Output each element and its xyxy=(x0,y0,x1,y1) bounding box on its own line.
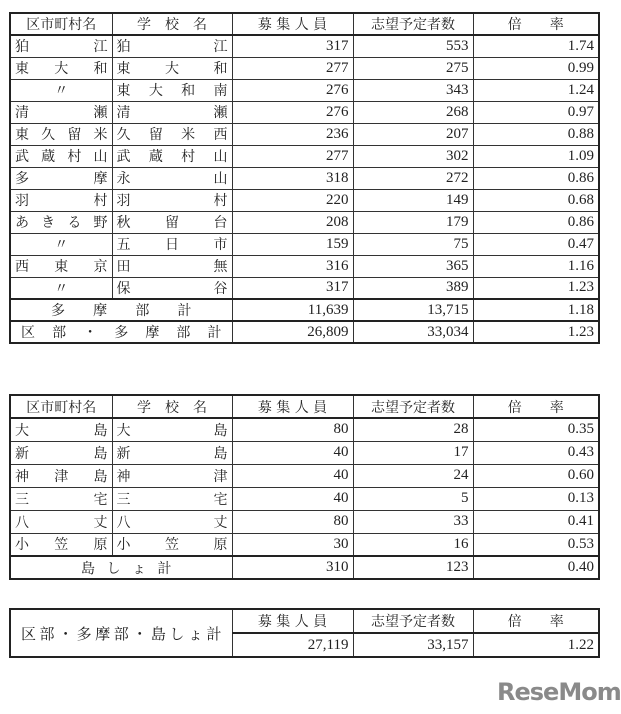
municipality-cell: 武蔵村山 xyxy=(10,145,112,167)
header-applicants: 志望予定者数 xyxy=(353,609,473,633)
ratio-cell: 1.09 xyxy=(473,145,599,167)
applicants-cell: 275 xyxy=(353,57,473,79)
ratio-cell: 0.53 xyxy=(473,533,599,556)
grand-total-capacity: 27,119 xyxy=(232,633,353,657)
tama-table xyxy=(9,12,600,344)
total-capacity: 26,809 xyxy=(232,321,353,343)
total-row xyxy=(10,299,599,321)
municipality-cell: 〃 xyxy=(10,79,112,101)
header-municipality: 区市町村名 xyxy=(10,13,112,35)
applicants-cell: 33 xyxy=(353,510,473,533)
total-capacity: 310 xyxy=(232,556,353,579)
total-row xyxy=(10,321,599,343)
municipality-cell: 東 大 和 xyxy=(10,57,112,79)
ratio-cell: 0.99 xyxy=(473,57,599,79)
capacity-cell: 277 xyxy=(232,145,353,167)
capacity-cell: 80 xyxy=(232,510,353,533)
header-ratio: 倍 率 xyxy=(473,609,599,633)
header-municipality: 区市町村名 xyxy=(10,395,112,418)
applicants-cell: 75 xyxy=(353,233,473,255)
header-school: 学 校 名 xyxy=(112,395,232,418)
ratio-cell: 1.74 xyxy=(473,35,599,57)
municipality-cell: 清 瀬 xyxy=(10,101,112,123)
school-cell: 八 丈 xyxy=(112,510,232,533)
school-cell: 久 留 米 西 xyxy=(112,123,232,145)
header-applicants: 志望予定者数 xyxy=(353,13,473,35)
capacity-cell: 277 xyxy=(232,57,353,79)
capacity-cell: 236 xyxy=(232,123,353,145)
total-applicants: 123 xyxy=(353,556,473,579)
ratio-cell: 0.97 xyxy=(473,101,599,123)
total-label: 区 部 ・ 多 摩 部 計 xyxy=(10,321,232,343)
header-capacity: 募 集 人 員 xyxy=(232,609,353,633)
ratio-cell: 0.47 xyxy=(473,233,599,255)
ratio-cell: 0.60 xyxy=(473,464,599,487)
total-applicants: 13,715 xyxy=(353,299,473,321)
table-row xyxy=(10,533,599,556)
table-row xyxy=(10,441,599,464)
capacity-cell: 276 xyxy=(232,79,353,101)
applicants-cell: 272 xyxy=(353,167,473,189)
school-cell: 東 大 和 南 xyxy=(112,79,232,101)
header-row xyxy=(10,13,599,35)
capacity-cell: 316 xyxy=(232,255,353,277)
applicants-cell: 207 xyxy=(353,123,473,145)
ratio-cell: 0.43 xyxy=(473,441,599,464)
table-row xyxy=(10,79,599,101)
school-cell: 小 笠 原 xyxy=(112,533,232,556)
capacity-cell: 317 xyxy=(232,35,353,57)
header-applicants: 志望予定者数 xyxy=(353,395,473,418)
capacity-cell: 30 xyxy=(232,533,353,556)
municipality-cell: 〃 xyxy=(10,233,112,255)
school-cell: 武 蔵 村 山 xyxy=(112,145,232,167)
capacity-cell: 40 xyxy=(232,464,353,487)
total-label: 多 摩 部 計 xyxy=(10,299,232,321)
resemom-logo: ReseMom xyxy=(497,678,621,706)
school-cell: 三 宅 xyxy=(112,487,232,510)
school-cell: 神 津 xyxy=(112,464,232,487)
ratio-cell: 0.88 xyxy=(473,123,599,145)
municipality-cell: 大 島 xyxy=(10,418,112,441)
table-row xyxy=(10,233,599,255)
municipality-cell: 神 津 島 xyxy=(10,464,112,487)
header-row xyxy=(10,395,599,418)
total-label: 島 し ょ 計 xyxy=(10,556,232,579)
ratio-cell: 0.86 xyxy=(473,167,599,189)
table-row xyxy=(10,35,599,57)
municipality-cell: 羽 村 xyxy=(10,189,112,211)
capacity-cell: 80 xyxy=(232,418,353,441)
applicants-cell: 24 xyxy=(353,464,473,487)
municipality-cell: 三 宅 xyxy=(10,487,112,510)
ratio-cell: 0.35 xyxy=(473,418,599,441)
applicants-cell: 28 xyxy=(353,418,473,441)
applicants-cell: 365 xyxy=(353,255,473,277)
municipality-cell: 東久留米 xyxy=(10,123,112,145)
school-cell: 狛 江 xyxy=(112,35,232,57)
grand-total-ratio: 1.22 xyxy=(473,633,599,657)
municipality-cell: 八 丈 xyxy=(10,510,112,533)
school-cell: 田 無 xyxy=(112,255,232,277)
grand-total-table xyxy=(9,608,600,658)
applicants-cell: 553 xyxy=(353,35,473,57)
table-row xyxy=(10,418,599,441)
table-row xyxy=(10,189,599,211)
header-ratio: 倍 率 xyxy=(473,395,599,418)
capacity-cell: 318 xyxy=(232,167,353,189)
capacity-cell: 40 xyxy=(232,487,353,510)
municipality-cell: 小 笠 原 xyxy=(10,533,112,556)
table-row xyxy=(10,57,599,79)
school-cell: 保 谷 xyxy=(112,277,232,299)
table-row xyxy=(10,211,599,233)
table-row xyxy=(10,123,599,145)
school-cell: 永 山 xyxy=(112,167,232,189)
total-ratio: 0.40 xyxy=(473,556,599,579)
capacity-cell: 317 xyxy=(232,277,353,299)
ratio-cell: 1.24 xyxy=(473,79,599,101)
capacity-cell: 276 xyxy=(232,101,353,123)
school-cell: 羽 村 xyxy=(112,189,232,211)
header-ratio: 倍 率 xyxy=(473,13,599,35)
table-row xyxy=(10,277,599,299)
total-ratio: 1.23 xyxy=(473,321,599,343)
ratio-cell: 0.68 xyxy=(473,189,599,211)
school-cell: 大 島 xyxy=(112,418,232,441)
applicants-cell: 149 xyxy=(353,189,473,211)
table-row xyxy=(10,145,599,167)
applicants-cell: 268 xyxy=(353,101,473,123)
table-row xyxy=(10,487,599,510)
ratio-cell: 0.86 xyxy=(473,211,599,233)
applicants-cell: 389 xyxy=(353,277,473,299)
school-cell: 清 瀬 xyxy=(112,101,232,123)
capacity-cell: 40 xyxy=(232,441,353,464)
applicants-cell: 5 xyxy=(353,487,473,510)
table-row xyxy=(10,510,599,533)
total-applicants: 33,034 xyxy=(353,321,473,343)
applicants-cell: 343 xyxy=(353,79,473,101)
school-cell: 五 日 市 xyxy=(112,233,232,255)
capacity-cell: 220 xyxy=(232,189,353,211)
applicants-cell: 302 xyxy=(353,145,473,167)
ratio-cell: 1.23 xyxy=(473,277,599,299)
ratio-cell: 1.16 xyxy=(473,255,599,277)
capacity-cell: 159 xyxy=(232,233,353,255)
table-row xyxy=(10,255,599,277)
school-cell: 新 島 xyxy=(112,441,232,464)
header-school: 学 校 名 xyxy=(112,13,232,35)
islands-table xyxy=(9,394,600,580)
grand-total-label: 区部・多摩部・島しょ計 xyxy=(10,609,232,657)
municipality-cell: 新 島 xyxy=(10,441,112,464)
total-capacity: 11,639 xyxy=(232,299,353,321)
table-row xyxy=(10,101,599,123)
municipality-cell: 西 東 京 xyxy=(10,255,112,277)
applicants-cell: 179 xyxy=(353,211,473,233)
municipality-cell: 〃 xyxy=(10,277,112,299)
school-cell: 秋 留 台 xyxy=(112,211,232,233)
school-cell: 東 大 和 xyxy=(112,57,232,79)
municipality-cell: 多 摩 xyxy=(10,167,112,189)
ratio-cell: 0.41 xyxy=(473,510,599,533)
municipality-cell: あきる野 xyxy=(10,211,112,233)
applicants-cell: 16 xyxy=(353,533,473,556)
table-row xyxy=(10,464,599,487)
total-ratio: 1.18 xyxy=(473,299,599,321)
header-capacity: 募 集 人 員 xyxy=(232,395,353,418)
applicants-cell: 17 xyxy=(353,441,473,464)
table-row xyxy=(10,167,599,189)
capacity-cell: 208 xyxy=(232,211,353,233)
municipality-cell: 狛 江 xyxy=(10,35,112,57)
grand-total-applicants: 33,157 xyxy=(353,633,473,657)
total-row xyxy=(10,556,599,579)
ratio-cell: 0.13 xyxy=(473,487,599,510)
header-capacity: 募 集 人 員 xyxy=(232,13,353,35)
